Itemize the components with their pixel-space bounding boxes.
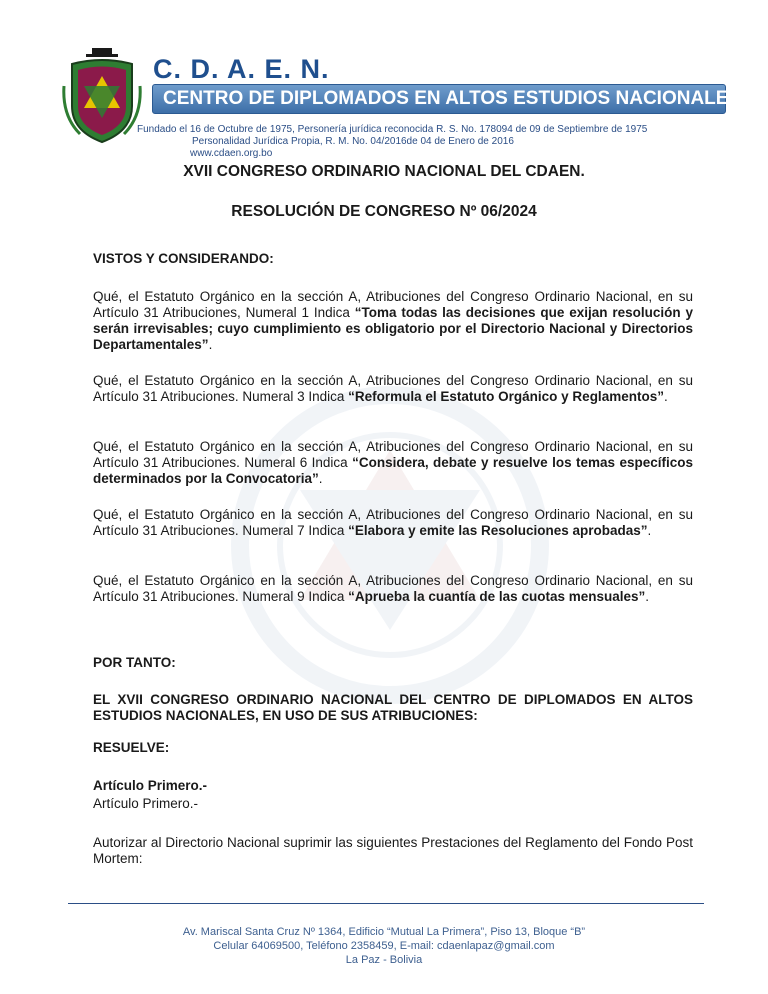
paragraph-quote: “Considera, debate y resuelve los temas específicos determinados por la Convocatoria” bbox=[93, 455, 693, 486]
article-first-heading: Artículo Primero.- bbox=[93, 778, 208, 793]
org-acronym: C. D. A. E. N. bbox=[153, 54, 330, 84]
paragraph-quote: “Aprueba la cuantía de las cuotas mensuales” bbox=[348, 589, 646, 604]
paragraph-end: . bbox=[318, 471, 323, 486]
founding-info: Fundado el 16 de Octubre de 1975, Personería jurídica reconocida R. S. No. 178094 de 09 de Septiembre de 1975 bbox=[137, 124, 648, 135]
paragraph-end: . bbox=[647, 523, 652, 538]
paragraph-text: Qué, el Estatuto Orgánico en la sección A, Atribuciones del Congreso Ordinario Nacional, en su Artículo 31 Atribuciones. Numeral 6 Indica bbox=[93, 439, 693, 470]
paragraph-quote: “Toma todas las decisiones que exijan resolución y serán irrevisables; cuyo cumplimiento es obligatorio por el Directorio Nacional y Directorios Departamentales” bbox=[93, 305, 693, 352]
resuelve-heading: RESUELVE: bbox=[93, 740, 170, 755]
considerando-paragraph-3 bbox=[93, 439, 693, 487]
resolution-title: RESOLUCIÓN DE CONGRESO Nº 06/2024 bbox=[231, 203, 537, 220]
article-first-label: Artículo Primero.- bbox=[93, 796, 199, 811]
paragraph-quote: “Reformula el Estatuto Orgánico y Reglamentos” bbox=[348, 389, 664, 404]
paragraph-end: . bbox=[663, 389, 668, 404]
considerando-paragraph-1 bbox=[93, 289, 693, 353]
footer-city: La Paz - Bolivia bbox=[345, 954, 423, 966]
footer-divider bbox=[68, 903, 704, 904]
org-name-banner: CENTRO DE DIPLOMADOS EN ALTOS ESTUDIOS NACIONALES bbox=[152, 84, 726, 114]
website-link[interactable]: www.cdaen.org.bo bbox=[190, 148, 273, 159]
considerando-paragraph-4 bbox=[93, 507, 693, 539]
paragraph-text: Qué, el Estatuto Orgánico en la sección A, Atribuciones del Congreso Ordinario Nacional, en su Artículo 31 Atribuciones. Numeral 3 Indica bbox=[93, 373, 693, 404]
por-tanto-statement: EL XVII CONGRESO ORDINARIO NACIONAL DEL CENTRO DE DIPLOMADOS EN ALTOS ESTUDIOS NACIONALES, EN USO DE SUS ATRIBUCIONES: bbox=[93, 692, 693, 723]
legal-status: Personalidad Jurídica Propia, R. M. No. 04/2016de 04 de Enero de 2016 bbox=[192, 136, 514, 147]
paragraph-text: Qué, el Estatuto Orgánico en la sección A, Atribuciones del Congreso Ordinario Nacional, en su Artículo 31 Atribuciones. Numeral 9 Indica bbox=[93, 573, 693, 604]
paragraph-text: Qué, el Estatuto Orgánico en la sección A, Atribuciones del Congreso Ordinario Nacional, en su Artículo 31 Atribuciones, Numeral 1 Indica bbox=[93, 289, 693, 320]
paragraph-quote: “Elabora y emite las Resoluciones aprobadas” bbox=[348, 523, 648, 538]
footer-contact: Celular 64069500, Teléfono 2358459, E-mail: cdaenlapaz@gmail.com bbox=[213, 940, 555, 952]
article-first-text: Autorizar al Directorio Nacional suprimir las siguientes Prestaciones del Reglamento del Fondo Post Mortem: bbox=[93, 835, 693, 866]
por-tanto-heading: POR TANTO: bbox=[93, 655, 176, 670]
considerando-heading: VISTOS Y CONSIDERANDO: bbox=[93, 251, 274, 266]
considerando-paragraph-2 bbox=[93, 373, 693, 405]
footer-address: Av. Mariscal Santa Cruz Nº 1364, Edificio “Mutual La Primera”, Piso 13, Bloque “B” bbox=[182, 926, 586, 938]
paragraph-end: . bbox=[208, 337, 213, 352]
paragraph-text: Qué, el Estatuto Orgánico en la sección A, Atribuciones del Congreso Ordinario Nacional, en su Artículo 31 Atribuciones. Numeral 7 Indica bbox=[93, 507, 693, 538]
considerando-paragraph-5 bbox=[93, 573, 693, 605]
congress-title: XVII CONGRESO ORDINARIO NACIONAL DEL CDAEN. bbox=[183, 163, 585, 180]
watermark-seal-icon bbox=[190, 380, 590, 710]
cdaen-logo-icon bbox=[62, 46, 142, 146]
paragraph-end: . bbox=[645, 589, 650, 604]
footer bbox=[0, 925, 768, 967]
